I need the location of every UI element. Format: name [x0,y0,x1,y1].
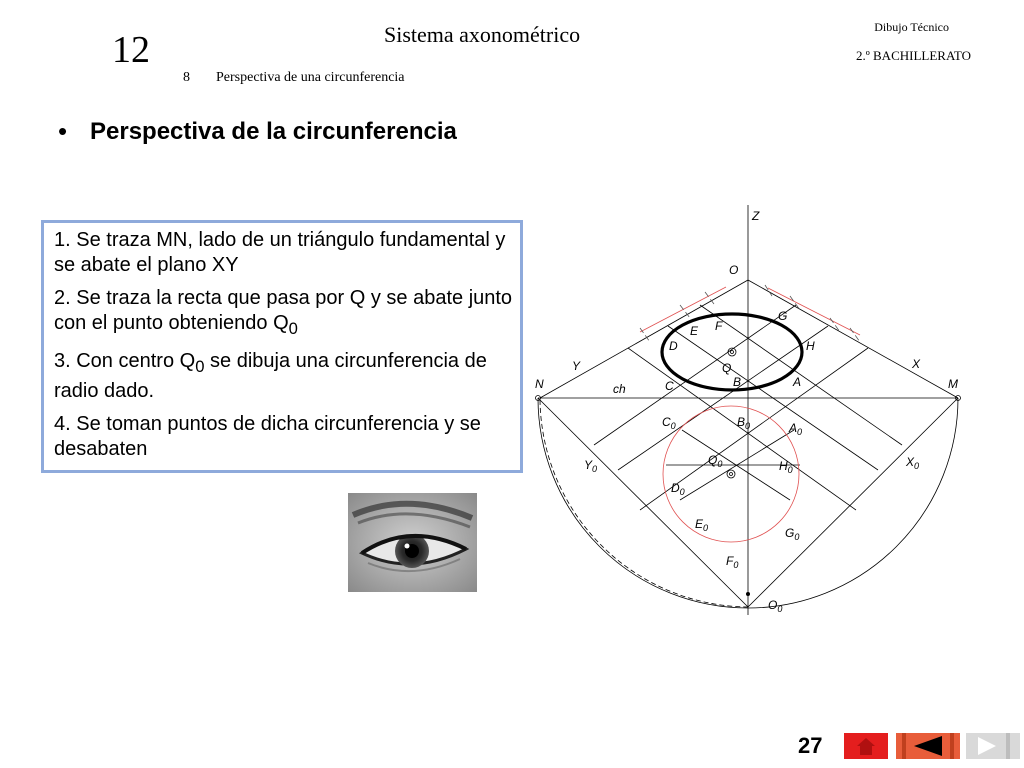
section-number: 8 [183,70,190,85]
steps-box [41,220,523,473]
page-header-title: Sistema axonométrico [384,22,581,47]
label-f0: $F_0$ [726,554,739,570]
triangle-left-icon [896,733,960,759]
label-d: D [669,339,678,353]
step-4: 4. Se toman puntos de dicha circunferencia y se desabaten [54,413,481,460]
page-number: 27 [798,733,823,758]
label-x: X [912,357,921,371]
label-a0: $A_0$ [789,421,803,437]
label-b: B [733,375,742,389]
label-b0: $B_0$ [737,415,751,431]
label-y0: $Y_0$ [584,458,598,474]
label-y: Y [572,359,581,373]
course-label: 2.º BACHILLERATO [855,48,971,63]
y-axis [540,280,748,398]
home-button[interactable] [844,733,888,759]
label-c: C [665,379,674,393]
label-g0: $G_0$ [785,526,800,542]
label-q: Q [722,361,732,375]
label-g: G [778,309,788,323]
label-z: Z [752,209,760,223]
guide-line [628,348,856,510]
label-f: F [715,319,723,333]
perspective-ellipse [662,314,802,390]
step-3-subscript: 0 [195,357,205,376]
step-3-after: se dibuja una circunferencia de radio dado. [54,350,487,402]
label-n: N [535,377,544,391]
label-h0: $H_0$ [779,459,793,475]
y0-axis [538,398,751,607]
main-heading: Perspectiva de la circunferencia [90,118,457,145]
bullet: • [58,116,68,146]
triangle-right-icon [966,733,1020,759]
label-q0: $Q_0$ [708,453,723,469]
step-2-text: 2. Se traza la recta que pasa por Q y se abate junto con el punto obteniendo Q [54,287,513,334]
next-page-button[interactable] [966,733,1020,759]
label-e0: $E_0$ [695,517,709,533]
label-c0: $C_0$ [662,415,676,431]
label-ch: ch [613,382,626,396]
red-circle [663,406,799,542]
step-2 [54,286,516,341]
step-2-subscript: 0 [288,319,298,338]
label-o: O [729,263,739,277]
label-d0: $D_0$ [671,481,685,497]
tick [830,318,840,332]
label-a: A [793,375,802,389]
x0-axis [748,398,958,607]
subject-label: Dibujo Técnico [874,20,949,34]
label-x0: $X_0$ [906,455,920,471]
unit-number: 12 [112,29,150,71]
tick [640,328,650,342]
home-icon [844,733,888,759]
label-o0: $O_0$ [768,598,783,614]
previous-page-button[interactable] [896,733,960,759]
section-title: Perspectiva de una circunferencia [216,70,405,85]
step-3 [54,349,516,404]
step-3-before: 3. Con centro Q [54,350,196,372]
label-h: H [806,339,815,353]
eye-photo [348,493,477,592]
step-1: 1. Se traza MN, lado de un triángulo fundamental y se abate el plano XY [54,229,506,276]
point [746,592,750,596]
axonometric-diagram [520,190,990,630]
label-m: M [948,377,958,391]
label-e: E [690,324,699,338]
